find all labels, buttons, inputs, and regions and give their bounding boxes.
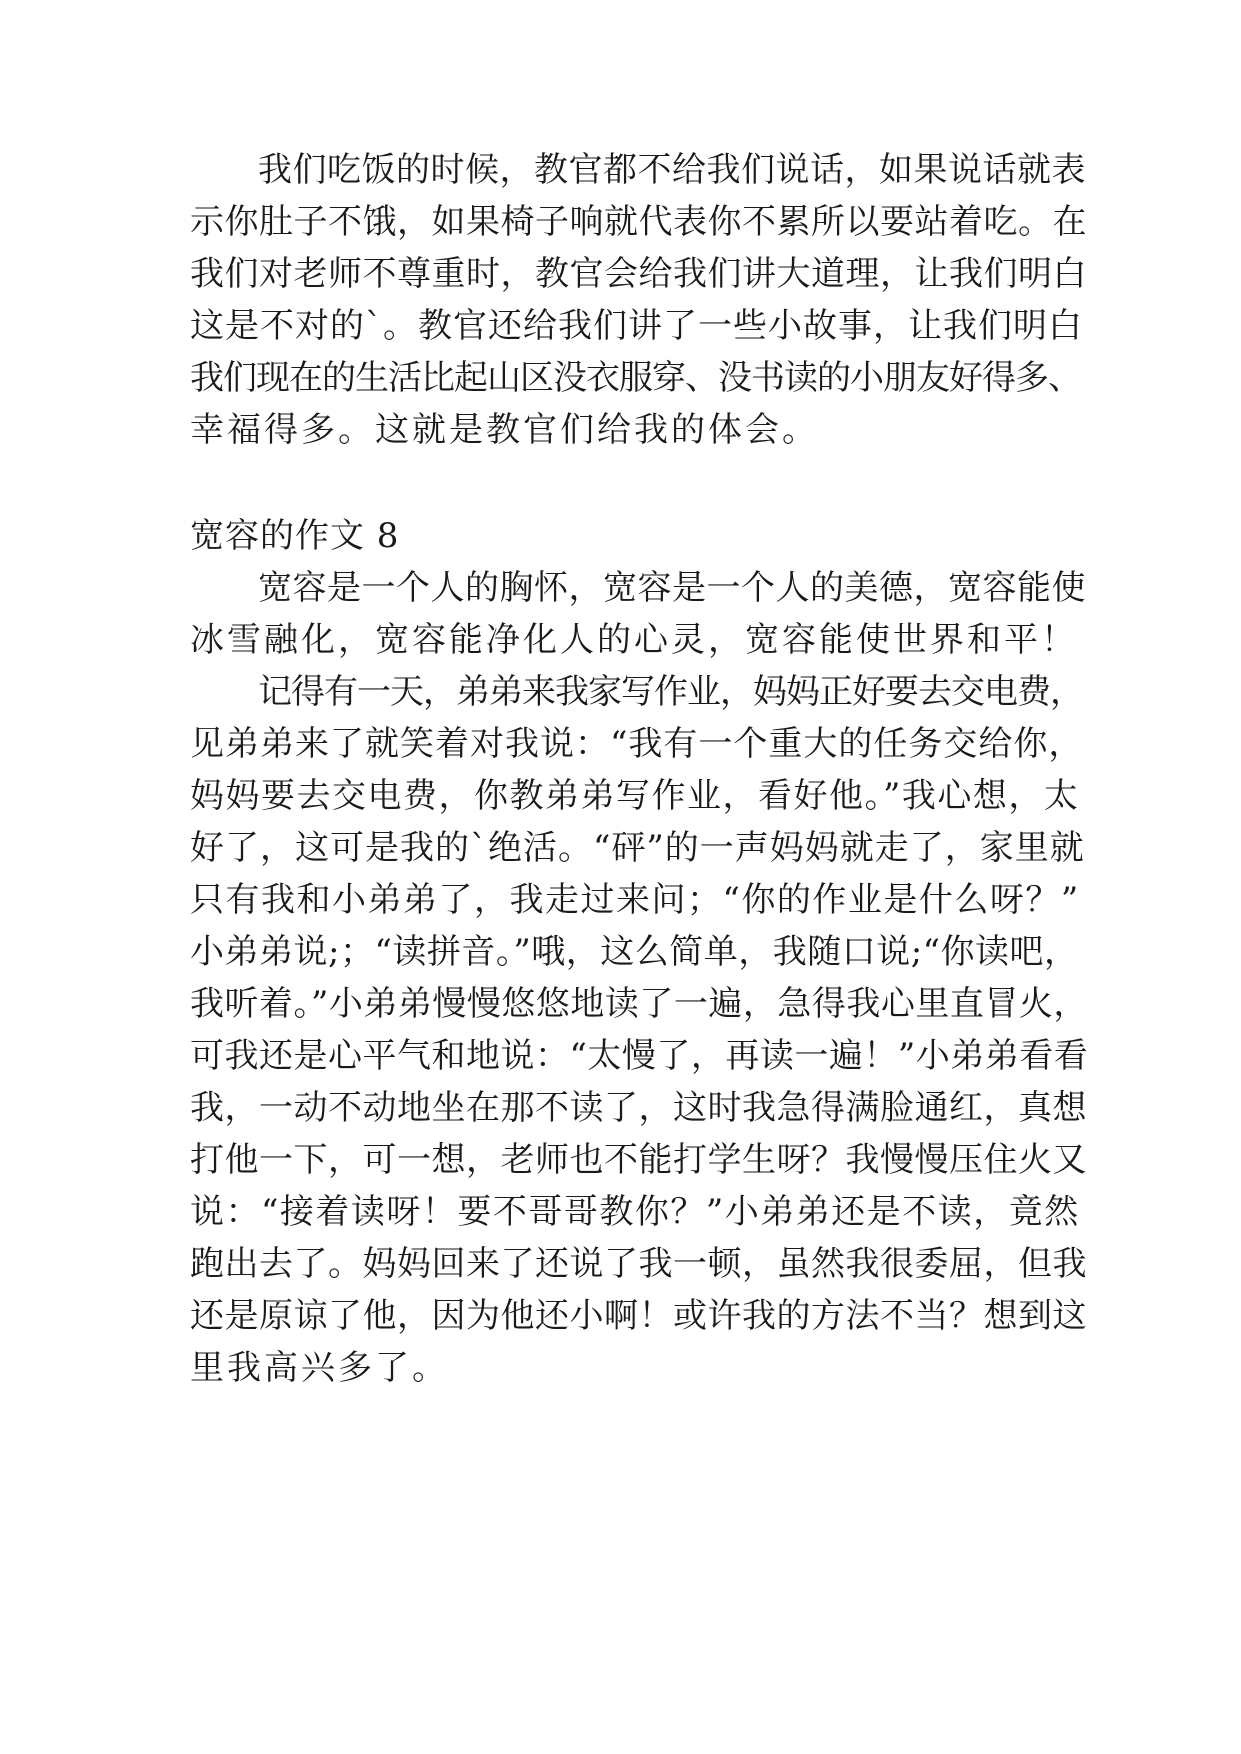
paragraph-3-line-7: 我听着。”小弟弟慢慢悠悠地读了一遍，急得我心里直冒火， [190, 984, 1088, 1024]
paragraph-3-line-4: 好了，这可是我的`绝活。“砰”的一声妈妈就走了，家里就 [190, 828, 1085, 868]
paragraph-3-line-8: 可我还是心平气和地说：“太慢了，再读一遍！”小弟弟看看 [190, 1036, 1089, 1076]
paragraph-3-line-5: 只有我和小弟弟了，我走过来问；“你的作业是什么呀？” [190, 880, 1080, 920]
paragraph-3-line-6: 小弟弟说;；“读拼音。”哦，这么简单，我随口说;“你读吧， [190, 932, 1079, 972]
paragraph-3-line-9: 我，一动不动地坐在那不读了，这时我急得满脸通红，真想 [190, 1088, 1087, 1128]
paragraph-1-line-1: 我们吃饭的时候，教官都不给我们说话，如果说话就表 [258, 150, 1086, 190]
paragraph-3-line-2: 见弟弟来了就笑着对我说：“我有一个重大的任务交给你， [190, 724, 1084, 764]
section-title: 宽容的作文 8 [190, 516, 400, 556]
paragraph-3-line-14: 里我高兴多了。 [190, 1348, 449, 1388]
paragraph-1-line-5: 我们现在的生活比起山区没衣服穿、没书读的小朋友好得多、 [190, 358, 1081, 398]
paragraph-3-line-12: 跑出去了。妈妈回来了还说了我一顿，虽然我很委屈，但我 [190, 1244, 1087, 1284]
paragraph-2-line-1: 宽容是一个人的胸怀，宽容是一个人的美德，宽容能使 [258, 568, 1086, 608]
paragraph-1-line-6: 幸福得多。这就是教官们给我的体会。 [190, 410, 819, 450]
paragraph-3-line-3: 妈妈要去交电费，你教弟弟写作业，看好他。”我心想，太 [190, 776, 1080, 816]
paragraph-1-line-3: 我们对老师不尊重时，教官会给我们讲大道理，让我们明白 [190, 254, 1087, 294]
paragraph-3-line-10: 打他一下，可一想，老师也不能打学生呀？我慢慢压住火又 [190, 1140, 1087, 1180]
paragraph-2-line-2: 冰雪融化，宽容能净化人的心灵，宽容能使世界和平！ [190, 620, 1078, 660]
paragraph-1-line-2: 示你肚子不饿，如果椅子响就代表你不累所以要站着吃。在 [190, 202, 1087, 242]
paragraph-3-line-11: 说：“接着读呀！要不哥哥教你？”小弟弟还是不读，竟然 [190, 1192, 1080, 1232]
paragraph-3-line-1: 记得有一天，弟弟来我家写作业，妈妈正好要去交电费， [258, 672, 1083, 712]
paragraph-3-line-13: 还是原谅了他，因为他还小啊！或许我的方法不当？想到这 [190, 1296, 1087, 1336]
paragraph-1-line-4: 这是不对的`。教官还给我们讲了一些小故事，让我们明白 [190, 306, 1083, 346]
